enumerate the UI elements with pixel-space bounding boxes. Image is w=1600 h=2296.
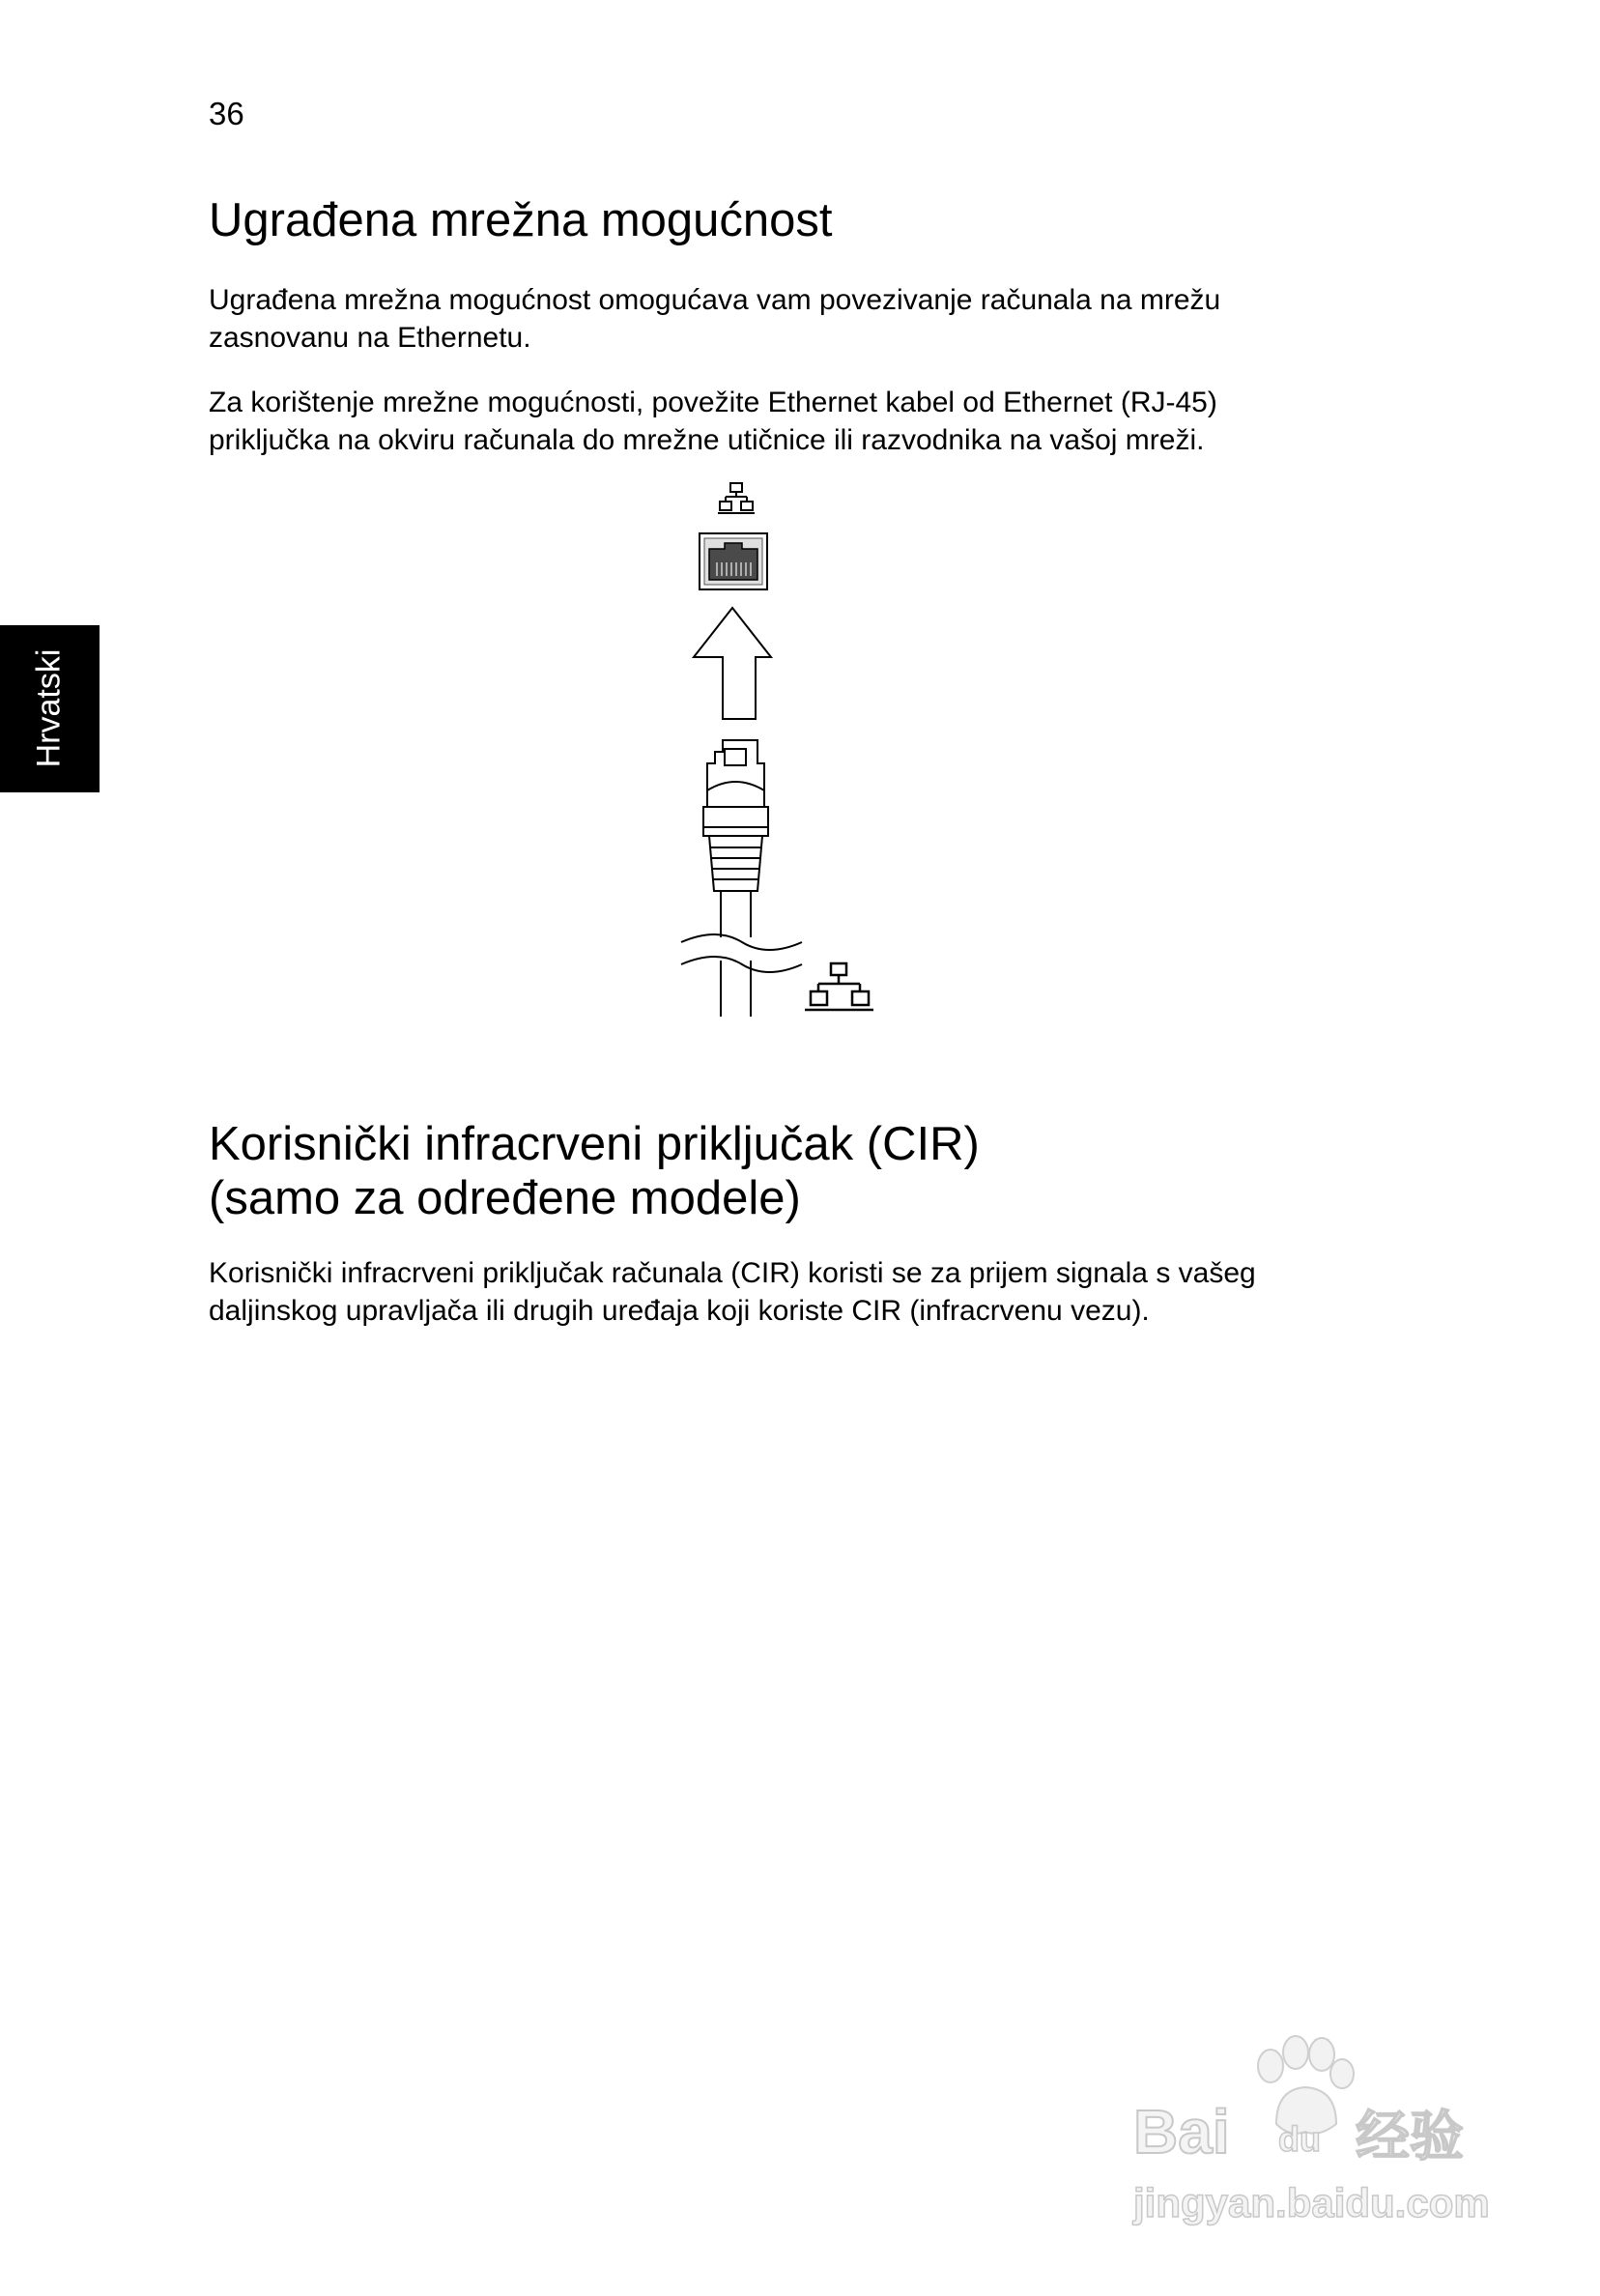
language-tab-label: Hrvatski bbox=[30, 648, 68, 768]
watermark-brand-du: du bbox=[1278, 2119, 1321, 2159]
section-title-network: Ugrađena mrežna mogućnost bbox=[209, 194, 833, 246]
text-line: Ugrađena mrežna mogućnost omogućava vam povezivanje računala na mrežu bbox=[209, 284, 1221, 316]
network-icon bbox=[805, 963, 873, 1010]
text-line: daljinskog upravljača ili drugih uređaja koji koriste CIR (infracrvenu vezu). bbox=[209, 1295, 1150, 1327]
watermark-brand-latin: Bai bbox=[1133, 2097, 1230, 2167]
network-usage-paragraph bbox=[209, 384, 1368, 459]
cable-break-icon bbox=[681, 934, 802, 1017]
text-line: zasnovanu na Ethernetu. bbox=[209, 322, 531, 354]
baidu-watermark bbox=[1126, 2031, 1502, 2244]
ethernet-plug-icon bbox=[703, 740, 768, 937]
rj45-port-icon bbox=[700, 533, 767, 589]
watermark-brand-cn: 经验 bbox=[1356, 2106, 1464, 2168]
text-line: Za korištenje mrežne mogućnosti, povežite Ethernet kabel od Ethernet (RJ-45) bbox=[209, 387, 1217, 418]
text-line: priključka na okviru računala do mrežne utičnice ili razvodnika na vašoj mreži. bbox=[209, 424, 1205, 456]
section-title-cir bbox=[209, 1117, 980, 1225]
up-arrow-icon bbox=[694, 608, 771, 719]
network-intro-paragraph bbox=[209, 281, 1368, 357]
network-icon bbox=[718, 483, 755, 513]
page-number: 36 bbox=[209, 96, 244, 131]
ethernet-connection-illustration bbox=[667, 475, 889, 1024]
watermark-url: jingyan.baidu.com bbox=[1133, 2180, 1490, 2225]
title-line: Korisnički infracrveni priključak (CIR) bbox=[209, 1118, 980, 1170]
text-line: Korisnički infracrveni priključak računala (CIR) koristi se za prijem signala s vašeg bbox=[209, 1257, 1256, 1289]
language-tab bbox=[0, 625, 100, 792]
cir-paragraph bbox=[209, 1254, 1368, 1330]
title-line: (samo za određene modele) bbox=[209, 1172, 801, 1224]
